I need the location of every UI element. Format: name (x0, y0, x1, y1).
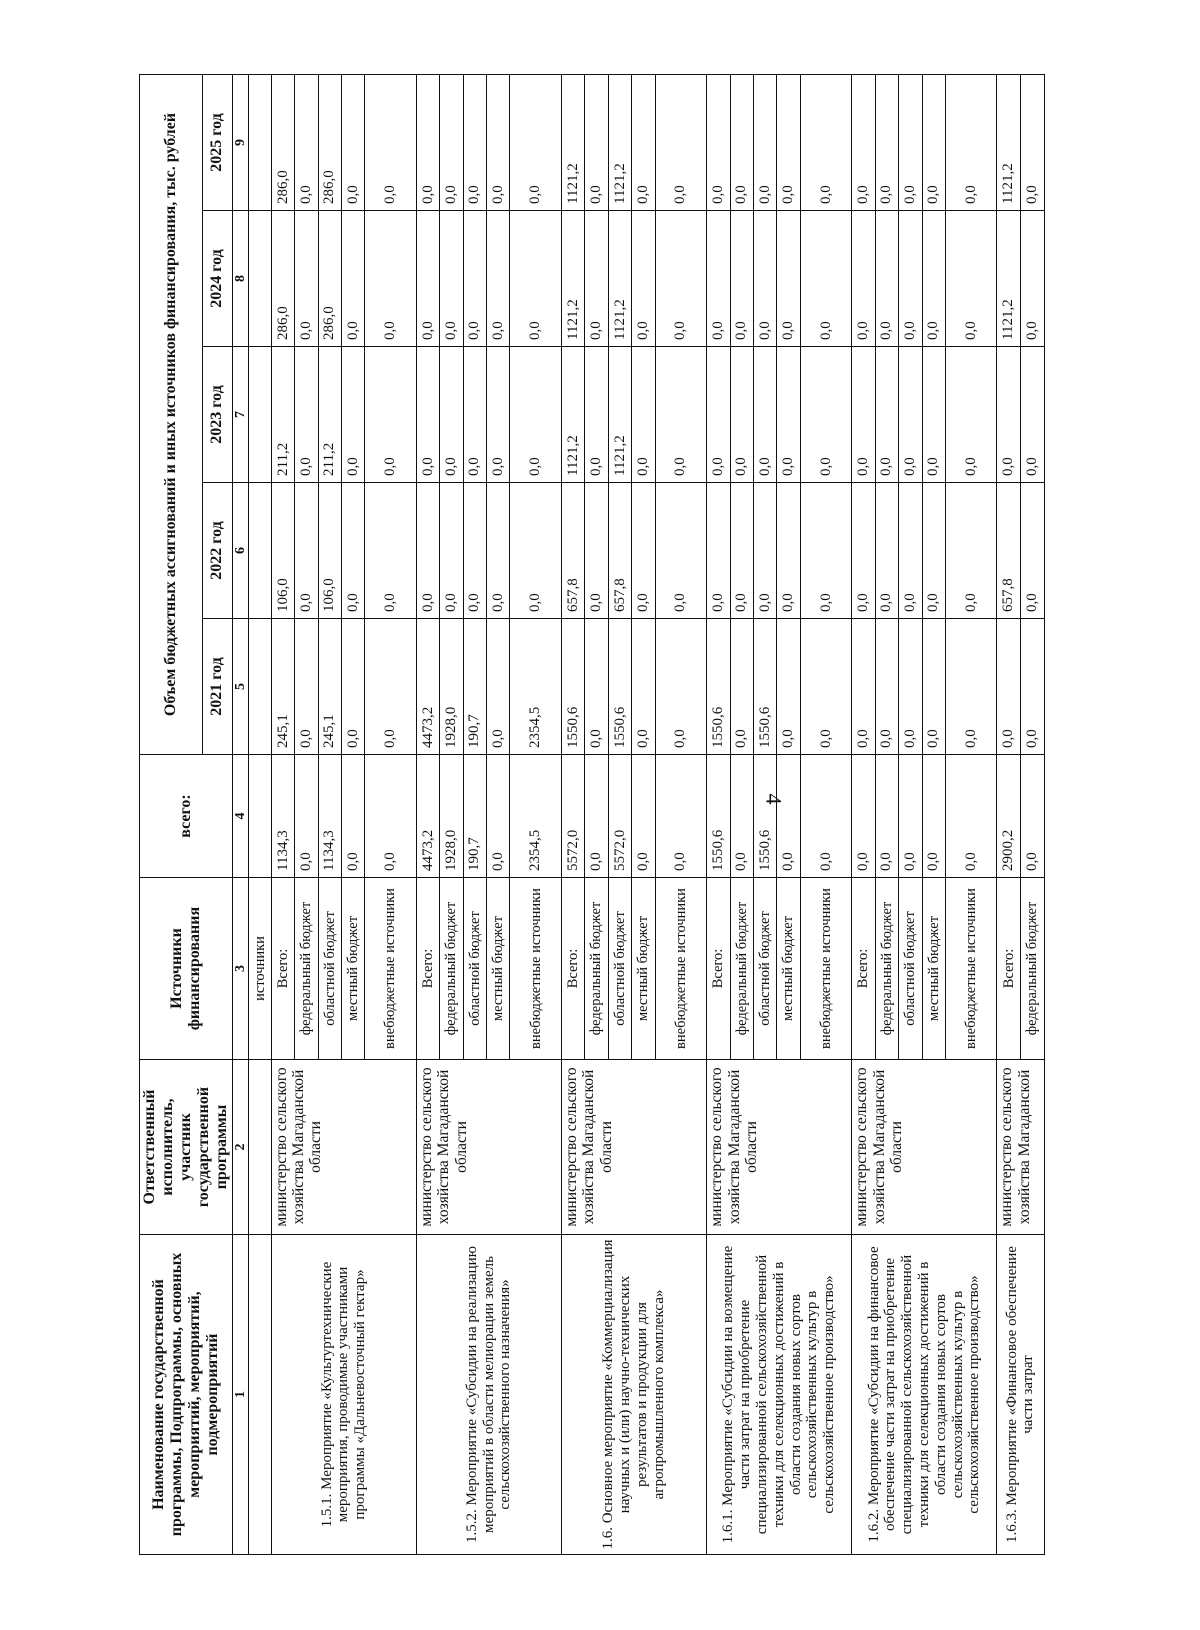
year-value-cell: 0,0 (341, 619, 364, 755)
year-value-cell: 0,0 (510, 74, 562, 210)
year-value-cell: 0,0 (707, 211, 730, 347)
measure-name-cell: 1.6.1. Мероприятие «Субсидии на возмещение части затрат на приобретение специализированной сельскохозяйственной техники для селекционных достижений в области создания новых сортов сельскохозяйственных культур в сельскохозяйственное производство» (707, 1235, 852, 1555)
source-cell: Всего: (707, 878, 730, 1060)
source-cell: федеральный бюджет (1020, 878, 1044, 1060)
year-value-cell: 0,0 (875, 211, 898, 347)
year-value-cell: 0,0 (295, 619, 318, 755)
source-cell: областной бюджет (753, 878, 776, 1060)
year-value-cell: 0,0 (852, 483, 875, 619)
measure-name-cell: 1.5.2. Мероприятие «Субсидии на реализацию мероприятий в области мелиорации земель сельскохозяйственного назначения» (416, 1235, 561, 1555)
total-value-cell: 0,0 (800, 755, 852, 878)
source-cell: местный бюджет (487, 878, 510, 1060)
year-value-cell: 0,0 (945, 211, 997, 347)
year-value-cell: 0,0 (655, 347, 707, 483)
total-value-cell: 1928,0 (440, 755, 463, 878)
total-value-cell: 0,0 (487, 755, 510, 878)
year-value-cell: 0,0 (365, 483, 417, 619)
total-value-cell: 0,0 (632, 755, 655, 878)
year-value-cell: 1121,2 (997, 74, 1020, 210)
year-value-cell: 0,0 (585, 483, 608, 619)
year-value-cell: 211,2 (318, 347, 341, 483)
source-cell: внебюджетные источники (945, 878, 997, 1060)
column-index: 7 (232, 347, 249, 483)
source-cell: федеральный бюджет (730, 878, 753, 1060)
year-value-cell: 0,0 (365, 74, 417, 210)
source-cell: областной бюджет (899, 878, 922, 1060)
year-value-cell: 0,0 (632, 619, 655, 755)
column-index: 8 (232, 211, 249, 347)
year-value-cell: 0,0 (899, 347, 922, 483)
responsible-cell: министерство сельского хозяйства Магаданской области (707, 1060, 852, 1235)
year-value-cell: 0,0 (341, 347, 364, 483)
column-index: 1 (232, 1235, 249, 1555)
year-value-cell: 0,0 (730, 483, 753, 619)
year-value-cell: 245,1 (271, 619, 294, 755)
year-value-cell: 0,0 (852, 619, 875, 755)
source-cell: источники (249, 878, 272, 1060)
total-value-cell: 0,0 (852, 755, 875, 878)
year-value-cell: 657,8 (997, 483, 1020, 619)
header-year: 2021 год (203, 619, 232, 755)
table-cell (249, 1235, 272, 1555)
header-year: 2024 год (203, 211, 232, 347)
year-value-cell: 0,0 (416, 211, 439, 347)
header-year: 2022 год (203, 483, 232, 619)
table-row (416, 74, 439, 1554)
source-cell: федеральный бюджет (440, 878, 463, 1060)
year-value-cell: 0,0 (416, 74, 439, 210)
year-value-cell: 0,0 (899, 483, 922, 619)
responsible-cell: министерство сельского хозяйства Магаданской области (562, 1060, 707, 1235)
year-value-cell: 0,0 (487, 74, 510, 210)
year-value-cell: 0,0 (632, 74, 655, 210)
source-cell: Всего: (416, 878, 439, 1060)
year-value-cell: 0,0 (852, 74, 875, 210)
year-value-cell: 0,0 (440, 74, 463, 210)
total-value-cell: 5572,0 (562, 755, 585, 878)
year-value-cell: 0,0 (440, 211, 463, 347)
header-year: 2023 год (203, 347, 232, 483)
source-cell: областной бюджет (318, 878, 341, 1060)
year-value-cell: 0,0 (463, 347, 486, 483)
year-value-cell: 0,0 (295, 347, 318, 483)
year-value-cell: 0,0 (875, 74, 898, 210)
total-value-cell: 0,0 (875, 755, 898, 878)
year-value-cell: 0,0 (655, 619, 707, 755)
budget-table (139, 74, 1045, 1555)
year-value-cell: 0,0 (922, 211, 945, 347)
year-value-cell: 0,0 (800, 619, 852, 755)
year-value-cell: 0,0 (945, 619, 997, 755)
year-value-cell: 0,0 (365, 211, 417, 347)
year-value-cell: 1121,2 (562, 74, 585, 210)
total-value-cell: 0,0 (899, 755, 922, 878)
source-cell: местный бюджет (777, 878, 800, 1060)
total-value-cell: 190,7 (463, 755, 486, 878)
year-value-cell: 0,0 (655, 483, 707, 619)
table-cell (249, 211, 272, 347)
year-value-cell: 0,0 (852, 347, 875, 483)
total-value-cell: 0,0 (295, 755, 318, 878)
year-value-cell: 0,0 (875, 347, 898, 483)
year-value-cell: 0,0 (341, 74, 364, 210)
column-index: 3 (232, 878, 249, 1060)
year-value-cell: 0,0 (730, 619, 753, 755)
year-value-cell: 1121,2 (608, 211, 631, 347)
year-value-cell: 0,0 (1020, 619, 1044, 755)
source-cell: местный бюджет (922, 878, 945, 1060)
table-cell (249, 347, 272, 483)
responsible-cell: министерство сельского хозяйства Магаданской (997, 1060, 1044, 1235)
source-cell: областной бюджет (463, 878, 486, 1060)
year-value-cell: 0,0 (777, 483, 800, 619)
year-value-cell: 0,0 (777, 74, 800, 210)
source-cell: Всего: (997, 878, 1020, 1060)
total-value-cell: 0,0 (365, 755, 417, 878)
total-value-cell: 1550,6 (707, 755, 730, 878)
year-value-cell: 0,0 (899, 74, 922, 210)
table-row (707, 74, 730, 1554)
table-body (249, 74, 1044, 1554)
table-row (852, 74, 875, 1554)
source-cell: Всего: (852, 878, 875, 1060)
header-funding-group: Объем бюджетных ассигнований и иных источников финансирования, тыс. рублей (140, 74, 203, 754)
table-cell (249, 755, 272, 878)
year-value-cell: 657,8 (562, 483, 585, 619)
year-value-cell: 0,0 (922, 483, 945, 619)
year-value-cell: 0,0 (899, 211, 922, 347)
header-responsible: Ответственный исполнитель, участник государственной программы (140, 1060, 233, 1235)
measure-name-cell: 1.6.3. Мероприятие «Финансовое обеспечение части затрат (997, 1235, 1044, 1555)
year-value-cell: 0,0 (730, 347, 753, 483)
table-row (562, 74, 585, 1554)
header-name: Наименование государственной программы, Подпрограммы, основных мероприятий, мероприятий, подмероприятий (140, 1235, 233, 1555)
header-sources: Источники финансирования (140, 878, 233, 1060)
header-total: всего: (140, 755, 233, 878)
year-value-cell: 0,0 (852, 211, 875, 347)
column-index: 5 (232, 619, 249, 755)
total-value-cell: 4473,2 (416, 755, 439, 878)
year-value-cell: 0,0 (341, 211, 364, 347)
year-value-cell: 0,0 (800, 74, 852, 210)
year-value-cell: 0,0 (707, 347, 730, 483)
year-value-cell: 0,0 (753, 211, 776, 347)
total-value-cell: 1134,3 (318, 755, 341, 878)
year-value-cell: 1550,6 (707, 619, 730, 755)
year-value-cell: 286,0 (271, 211, 294, 347)
total-value-cell: 0,0 (922, 755, 945, 878)
table-cell (249, 619, 272, 755)
year-value-cell: 1121,2 (562, 211, 585, 347)
total-value-cell: 2900,2 (997, 755, 1020, 878)
header-year: 2025 год (203, 74, 232, 210)
year-value-cell: 286,0 (318, 74, 341, 210)
year-value-cell: 0,0 (875, 619, 898, 755)
column-index: 6 (232, 483, 249, 619)
total-value-cell: 0,0 (341, 755, 364, 878)
year-value-cell: 0,0 (416, 347, 439, 483)
source-cell: внебюджетные источники (655, 878, 707, 1060)
year-value-cell: 0,0 (730, 74, 753, 210)
year-value-cell: 0,0 (487, 619, 510, 755)
source-cell: внебюджетные источники (365, 878, 417, 1060)
table-row (997, 74, 1020, 1554)
total-value-cell: 1134,3 (271, 755, 294, 878)
year-value-cell: 0,0 (440, 483, 463, 619)
year-value-cell: 0,0 (922, 619, 945, 755)
year-value-cell: 0,0 (585, 347, 608, 483)
year-value-cell: 0,0 (707, 74, 730, 210)
table-cell (249, 74, 272, 210)
year-value-cell: 0,0 (945, 347, 997, 483)
year-value-cell: 0,0 (585, 211, 608, 347)
year-value-cell: 286,0 (318, 211, 341, 347)
total-value-cell: 0,0 (585, 755, 608, 878)
year-value-cell: 106,0 (271, 483, 294, 619)
year-value-cell: 0,0 (1020, 347, 1044, 483)
year-value-cell: 0,0 (1020, 483, 1044, 619)
column-index: 9 (232, 74, 249, 210)
year-value-cell: 0,0 (800, 211, 852, 347)
source-cell: внебюджетные источники (510, 878, 562, 1060)
year-value-cell: 0,0 (510, 483, 562, 619)
year-value-cell: 211,2 (271, 347, 294, 483)
year-value-cell: 0,0 (463, 483, 486, 619)
measure-name-cell: 1.6. Основное мероприятие «Коммерциализация научных и (или) научно-технических результатов и продукции для агропромышленного комплекса» (562, 1235, 707, 1555)
year-value-cell: 0,0 (632, 211, 655, 347)
year-value-cell: 0,0 (632, 483, 655, 619)
year-value-cell: 0,0 (945, 483, 997, 619)
year-value-cell: 1121,2 (997, 211, 1020, 347)
measure-name-cell: 1.5.1. Мероприятие «Культуртехнические мероприятия, проводимые участниками программы «Дальневосточный гектар» (271, 1235, 416, 1555)
table-cell (249, 1060, 272, 1235)
year-value-cell: 0,0 (922, 74, 945, 210)
year-value-cell: 0,0 (777, 211, 800, 347)
source-cell: местный бюджет (341, 878, 364, 1060)
year-value-cell: 0,0 (945, 74, 997, 210)
year-value-cell: 0,0 (295, 483, 318, 619)
year-value-cell: 0,0 (585, 74, 608, 210)
measure-name-cell: 1.6.2. Мероприятие «Субсидии на финансовое обеспечение части затрат на приобретение специализированной сельскохозяйственной техники для селекционных достижений в области создания новых сортов сельскохозяйственных культур в сельскохозяйственное производство» (852, 1235, 997, 1555)
year-value-cell: 0,0 (777, 347, 800, 483)
source-cell: Всего: (271, 878, 294, 1060)
total-value-cell: 0,0 (655, 755, 707, 878)
source-cell: Всего: (562, 878, 585, 1060)
total-value-cell: 0,0 (945, 755, 997, 878)
responsible-cell: министерство сельского хозяйства Магаданской области (852, 1060, 997, 1235)
year-value-cell: 286,0 (271, 74, 294, 210)
year-value-cell: 657,8 (608, 483, 631, 619)
continuation-row (249, 74, 272, 1554)
year-value-cell: 0,0 (875, 483, 898, 619)
year-value-cell: 0,0 (365, 347, 417, 483)
year-value-cell: 1121,2 (562, 347, 585, 483)
year-value-cell: 0,0 (753, 347, 776, 483)
column-index: 4 (232, 755, 249, 878)
total-value-cell: 0,0 (1020, 755, 1044, 878)
year-value-cell: 1550,6 (562, 619, 585, 755)
year-value-cell: 106,0 (318, 483, 341, 619)
year-value-cell: 0,0 (753, 483, 776, 619)
year-value-cell: 0,0 (800, 483, 852, 619)
table-cell (249, 483, 272, 619)
year-value-cell: 4473,2 (416, 619, 439, 755)
year-value-cell: 0,0 (487, 347, 510, 483)
year-value-cell: 0,0 (922, 347, 945, 483)
year-value-cell: 0,0 (707, 483, 730, 619)
year-value-cell: 1550,6 (753, 619, 776, 755)
total-value-cell: 0,0 (730, 755, 753, 878)
year-value-cell: 1928,0 (440, 619, 463, 755)
year-value-cell: 0,0 (487, 211, 510, 347)
year-value-cell: 0,0 (463, 74, 486, 210)
total-value-cell: 2354,5 (510, 755, 562, 878)
page-number: 4 (761, 793, 787, 805)
year-value-cell: 0,0 (341, 483, 364, 619)
year-value-cell: 0,0 (655, 74, 707, 210)
year-value-cell: 0,0 (753, 74, 776, 210)
year-value-cell: 1550,6 (608, 619, 631, 755)
total-value-cell: 0,0 (777, 755, 800, 878)
year-value-cell: 0,0 (800, 347, 852, 483)
year-value-cell: 0,0 (510, 211, 562, 347)
year-value-cell: 0,0 (416, 483, 439, 619)
year-value-cell: 2354,5 (510, 619, 562, 755)
year-value-cell: 0,0 (440, 347, 463, 483)
year-value-cell: 1121,2 (608, 347, 631, 483)
year-value-cell: 0,0 (510, 347, 562, 483)
year-value-cell: 0,0 (463, 211, 486, 347)
year-value-cell: 0,0 (295, 74, 318, 210)
column-index: 2 (232, 1060, 249, 1235)
year-value-cell: 0,0 (655, 211, 707, 347)
responsible-cell: министерство сельского хозяйства Магаданской области (416, 1060, 561, 1235)
total-value-cell: 5572,0 (608, 755, 631, 878)
year-value-cell: 0,0 (487, 483, 510, 619)
source-cell: федеральный бюджет (295, 878, 318, 1060)
year-value-cell: 0,0 (365, 619, 417, 755)
year-value-cell: 0,0 (777, 619, 800, 755)
year-value-cell: 0,0 (1020, 211, 1044, 347)
year-value-cell: 0,0 (295, 211, 318, 347)
year-value-cell: 0,0 (632, 347, 655, 483)
source-cell: федеральный бюджет (875, 878, 898, 1060)
responsible-cell: министерство сельского хозяйства Магаданской области (271, 1060, 416, 1235)
year-value-cell: 190,7 (463, 619, 486, 755)
source-cell: областной бюджет (608, 878, 631, 1060)
year-value-cell: 0,0 (899, 619, 922, 755)
table-row (271, 74, 294, 1554)
year-value-cell: 0,0 (997, 619, 1020, 755)
source-cell: внебюджетные источники (800, 878, 852, 1060)
year-value-cell: 0,0 (730, 211, 753, 347)
source-cell: местный бюджет (632, 878, 655, 1060)
year-value-cell: 0,0 (585, 619, 608, 755)
year-value-cell: 245,1 (318, 619, 341, 755)
year-value-cell: 1121,2 (608, 74, 631, 210)
budget-table-rotated (139, 75, 1041, 1555)
total-value-cell: 1550,6 (753, 755, 776, 878)
year-value-cell: 0,0 (1020, 74, 1044, 210)
source-cell: федеральный бюджет (585, 878, 608, 1060)
year-value-cell: 0,0 (997, 347, 1020, 483)
